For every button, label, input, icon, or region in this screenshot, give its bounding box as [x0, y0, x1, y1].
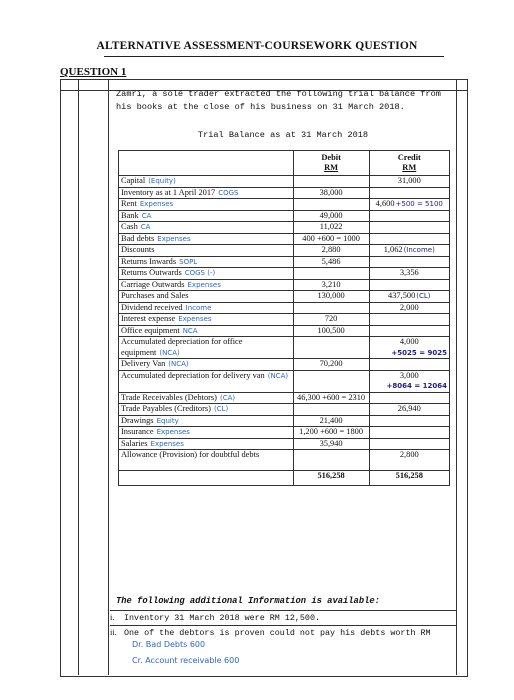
credit-cell [369, 256, 449, 268]
debit-cell: 49,000 [293, 210, 369, 222]
debit-cell: 3,210 [293, 279, 369, 291]
credit-value: 3,356 [399, 268, 419, 277]
account-name: Inventory as at 1 April 2017 [121, 187, 216, 197]
credit-value: 31,000 [397, 176, 421, 185]
total-credit: 516,258 [369, 471, 449, 486]
debit-cell: 11,022 [293, 222, 369, 234]
table-row [119, 314, 450, 326]
row-description [119, 187, 294, 199]
row-description [119, 210, 294, 222]
account-name: Drawings [121, 415, 154, 425]
list-item [110, 610, 456, 625]
handwritten-annotation: (NCA) [267, 371, 289, 380]
frame-divider [78, 79, 79, 675]
additional-info-title: The following additional Information is available: [116, 596, 380, 606]
account-name: Bad debts [121, 233, 155, 243]
additional-info-list [110, 610, 456, 640]
account-name: Salaries [121, 438, 148, 448]
handwritten-annotation: Income [185, 303, 212, 312]
table-row [119, 427, 450, 439]
row-description [119, 268, 294, 280]
debit-cell [293, 370, 369, 392]
table-row [119, 337, 450, 359]
credit-value: 1,062 [383, 245, 403, 254]
account-name: Carriage Outwards [121, 279, 185, 289]
debit-cell [293, 404, 369, 416]
credit-cell [369, 233, 449, 245]
account-name: Rent [121, 199, 137, 208]
table-row [119, 268, 450, 280]
handwritten-annotation: CA [141, 211, 152, 220]
debit-cell: 100,500 [293, 325, 369, 337]
handwritten-annotation: Expenses [139, 200, 174, 208]
handwritten-annotation: (Income) [403, 246, 435, 254]
credit-cell [369, 392, 449, 404]
item-number: ii. [110, 628, 117, 637]
account-name: Returns Inwards [121, 256, 177, 266]
credit-value: 2,000 [399, 302, 419, 312]
handwritten-annotation: Expenses [157, 234, 191, 243]
row-description [119, 427, 294, 439]
credit-value: 4,000 [399, 337, 419, 346]
debit-cell: 720 [293, 314, 369, 326]
header-description [119, 151, 294, 176]
debit-cell: 38,000 [293, 187, 369, 199]
credit-cell [369, 314, 449, 326]
credit-cell [369, 370, 449, 392]
handwritten-annotation: CA [140, 223, 151, 231]
account-name: Trade Payables (Creditors) [121, 404, 211, 413]
table-row [119, 392, 450, 404]
row-description [119, 415, 294, 427]
handwritten-annotation: COGS [218, 188, 239, 197]
row-description [119, 199, 294, 211]
credit-cell [369, 450, 449, 471]
item-text: Inventory 31 March 2018 were RM 12,500. [124, 613, 321, 623]
frame-divider [456, 79, 457, 675]
credit-cell [369, 302, 449, 314]
debit-cell [293, 268, 369, 280]
handwritten-annotation: Expenses [156, 428, 190, 436]
heading-rule [104, 56, 444, 57]
debit-cell: 70,200 [293, 359, 369, 371]
table-row [119, 256, 450, 268]
debit-cell [293, 337, 369, 359]
credit-value: 3,000 [399, 370, 419, 380]
handwritten-annotation: (CA) [219, 393, 236, 402]
debit-cell: 35,940 [293, 438, 369, 450]
credit-unit: RM [402, 163, 417, 172]
handwritten-annotation: +8064 = 12064 [386, 382, 447, 390]
account-name: Discounts [121, 245, 155, 254]
credit-cell [369, 279, 449, 291]
handwritten-annotation: Expenses [187, 280, 221, 289]
table-row [119, 370, 450, 392]
credit-value: 437,500 [388, 291, 416, 300]
credit-value: 26,940 [397, 404, 421, 413]
account-name: Allowance (Provision) for doubtful debts [121, 450, 260, 459]
table-row [119, 233, 450, 245]
debit-cell: 400 +600 = 1000 [293, 233, 369, 245]
credit-cell [369, 199, 449, 211]
handwritten-note: Cr. Account receivable 600 [132, 656, 240, 665]
frame-divider [108, 79, 109, 675]
credit-cell [369, 176, 449, 188]
debit-cell: 46,300 +600 = 2310 [293, 392, 369, 404]
totals-label [119, 471, 294, 486]
credit-cell [369, 291, 449, 303]
item-text: One of the debtors is proven could not pay his debts worth RM [124, 628, 431, 638]
debit-unit: RM [324, 163, 339, 172]
account-name: Accumulated depreciation for delivery van [121, 370, 265, 380]
credit-cell [369, 187, 449, 199]
account-name: Capital [121, 176, 146, 185]
debit-label: Debit [321, 153, 341, 162]
account-name: Delivery Van [121, 359, 166, 368]
row-description [119, 337, 294, 359]
debit-cell: 21,400 [293, 415, 369, 427]
table-row [119, 302, 450, 314]
table-row [119, 415, 450, 427]
debit-cell: 1,200 +600 = 1800 [293, 427, 369, 439]
table-row [119, 404, 450, 416]
row-description [119, 279, 294, 291]
credit-cell [369, 337, 449, 359]
credit-value: 2,800 [399, 450, 419, 459]
debit-cell [293, 450, 369, 471]
table-row [119, 450, 450, 471]
credit-cell [369, 245, 449, 257]
credit-value: 4,600 [375, 199, 395, 208]
credit-cell [369, 438, 449, 450]
handwritten-annotation: COGS (-) [184, 269, 216, 277]
question-label: QUESTION 1 [60, 66, 127, 78]
credit-label: Credit [397, 153, 421, 162]
table-row [119, 199, 450, 211]
credit-cell [369, 415, 449, 427]
table-row [119, 279, 450, 291]
document-heading: ALTERNATIVE ASSESSMENT-COURSEWORK QUESTION [96, 40, 418, 52]
row-description [119, 370, 294, 392]
credit-cell [369, 268, 449, 280]
debit-cell [293, 176, 369, 188]
credit-cell [369, 427, 449, 439]
row-description [119, 438, 294, 450]
handwritten-annotation: +5025 = 9025 [391, 348, 447, 357]
row-description [119, 359, 294, 371]
row-description [119, 392, 294, 404]
credit-cell [369, 404, 449, 416]
row-description [119, 325, 294, 337]
debit-cell [293, 199, 369, 211]
item-number: i. [110, 613, 115, 622]
row-description [119, 233, 294, 245]
table-title: Trial Balance as at 31 March 2018 [197, 130, 369, 140]
handwritten-annotation: Equity [156, 416, 179, 425]
table-row [119, 245, 450, 257]
account-name: Office equipment [121, 325, 180, 335]
account-name: Interest expense [121, 314, 176, 323]
row-description [119, 176, 294, 188]
account-name: Trade Receivables (Debtors) [121, 392, 217, 402]
total-debit: 516,258 [293, 471, 369, 486]
credit-cell [369, 222, 449, 234]
debit-cell: 2,880 [293, 245, 369, 257]
account-name: Accumulated depreciation for office equipment [121, 337, 243, 357]
row-description [119, 450, 294, 471]
row-description [119, 245, 294, 257]
trial-balance-table [118, 150, 450, 486]
account-name: Dividend received [121, 302, 183, 312]
row-description [119, 314, 294, 326]
row-description [119, 256, 294, 268]
handwritten-annotation: (CL) [416, 292, 431, 300]
list-item [110, 625, 456, 640]
credit-cell [369, 210, 449, 222]
account-name: Returns Outwards [121, 268, 182, 277]
handwritten-annotation: Expenses [150, 439, 184, 448]
trial-balance-body [119, 176, 450, 471]
account-name: Cash [121, 222, 138, 231]
handwritten-annotation: SOPL [179, 257, 198, 266]
account-name: Bank [121, 210, 139, 220]
handwritten-note: Dr. Bad Debts 600 [132, 640, 206, 649]
credit-cell [369, 359, 449, 371]
table-row [119, 210, 450, 222]
table-row [119, 176, 450, 188]
account-name: Insurance [121, 427, 154, 436]
row-description [119, 222, 294, 234]
debit-cell: 5,486 [293, 256, 369, 268]
header-credit [369, 151, 449, 176]
handwritten-annotation: Expenses [178, 315, 212, 323]
handwritten-annotation: (NCA) [168, 360, 189, 368]
row-description [119, 404, 294, 416]
intro-text: Zamri, a sole trader extracted the following trial balance from his books at the close of his business on 31 March 2018. [116, 89, 441, 112]
table-row [119, 359, 450, 371]
debit-cell [293, 302, 369, 314]
handwritten-annotation: NCA [182, 326, 198, 335]
handwritten-annotation: (CL) [213, 405, 229, 413]
table-row [119, 438, 450, 450]
table-row [119, 222, 450, 234]
credit-cell [369, 325, 449, 337]
header-debit [293, 151, 369, 176]
handwritten-annotation: (NCA) [159, 348, 180, 357]
row-description [119, 302, 294, 314]
row-description [119, 291, 294, 303]
table-row [119, 325, 450, 337]
account-name: Purchases and Sales [121, 291, 189, 300]
handwritten-annotation: (Equity) [148, 177, 176, 185]
table-row [119, 291, 450, 303]
debit-cell: 130,000 [293, 291, 369, 303]
handwritten-annotation: +500 = 5100 [395, 200, 443, 208]
table-row [119, 187, 450, 199]
